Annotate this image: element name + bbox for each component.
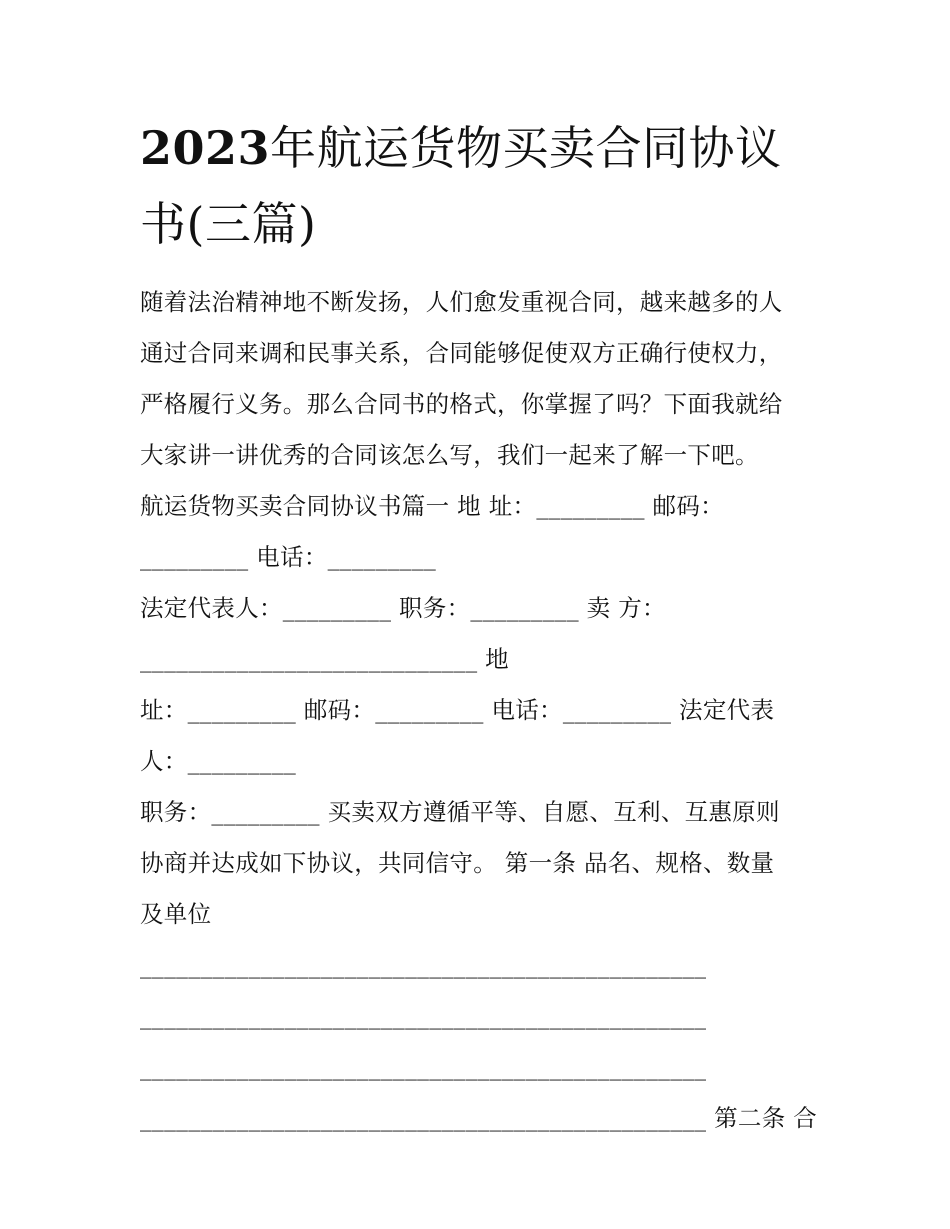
body-line: _______________________________________________	[140, 951, 707, 979]
body-line: 及单位	[140, 900, 212, 928]
document-title	[140, 110, 820, 262]
body-line: 职务：_________ 买卖双方遵循平等、自愿、互利、互惠原则	[140, 798, 780, 826]
body-line: 址：_________ 邮码：_________ 电话：_________ 法定代表	[140, 696, 775, 724]
document-body	[140, 277, 820, 1144]
body-line: 通过合同来调和民事关系，合同能够促使双方正确行使权力，	[140, 339, 783, 367]
body-line: _______________________________________________	[140, 1053, 707, 1081]
title-line2-text: 书(三篇)	[140, 197, 317, 251]
title-line1-text: 年航运货物买卖合同协议	[270, 121, 782, 175]
body-line: 航运货物买卖合同协议书篇一 地 址：_________ 邮码：	[140, 492, 724, 520]
body-line: ____________________________ 地	[140, 645, 509, 673]
body-line: _______________________________________________ 第二条 合	[140, 1104, 818, 1132]
body-line: 协商并达成如下协议，共同信守。 第一条 品名、规格、数量	[140, 849, 775, 877]
body-line: _______________________________________________	[140, 1002, 707, 1030]
body-line: _________ 电话：_________	[140, 543, 437, 571]
title-year: 2023	[140, 121, 271, 175]
body-line: 严格履行义务。那么合同书的格式，你掌握了吗？下面我就给	[140, 390, 783, 418]
body-line: 法定代表人：_________ 职务：_________ 卖 方：	[140, 594, 666, 622]
body-line: 人：_________	[140, 747, 297, 775]
body-line: 大家讲一讲优秀的合同该怎么写，我们一起来了解一下吧。	[140, 441, 759, 469]
body-line: 随着法治精神地不断发扬，人们愈发重视合同，越来越多的人	[140, 288, 783, 316]
